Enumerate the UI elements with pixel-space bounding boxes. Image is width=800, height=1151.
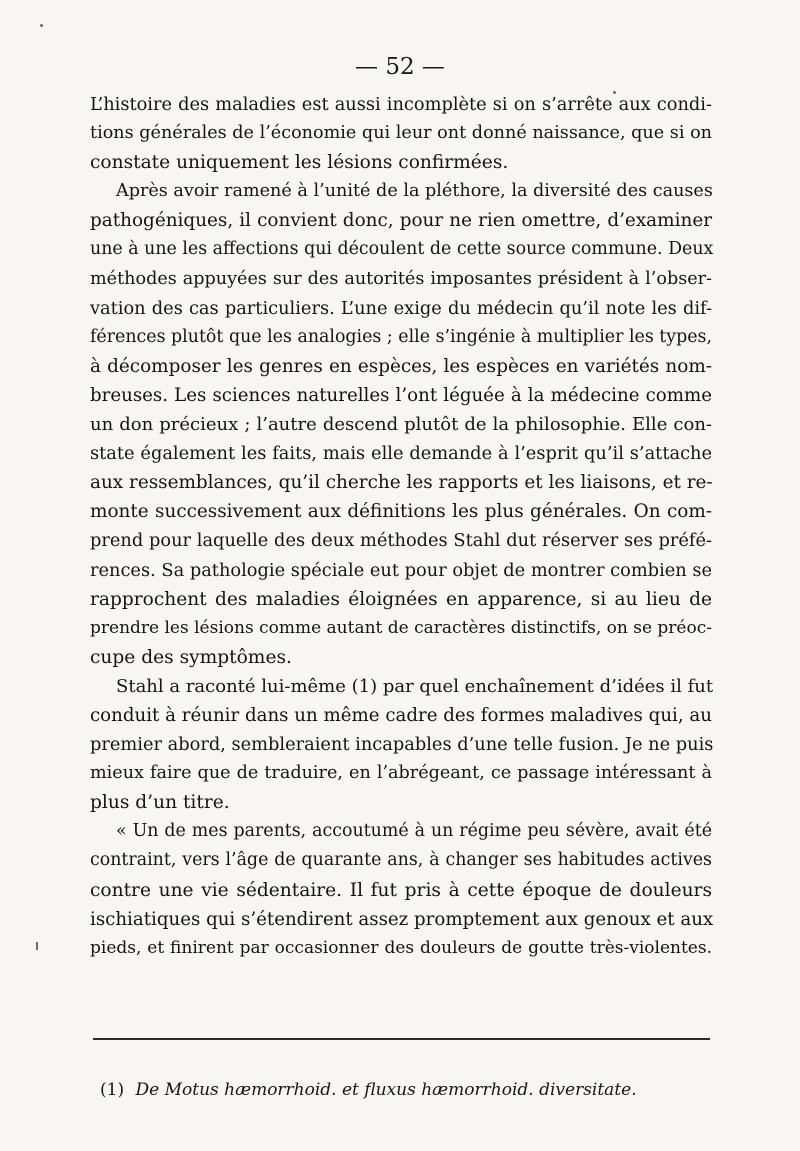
body-text	[90, 90, 712, 963]
text-line: à décomposer les genres en espèces, les espèces en variétés nom-	[90, 355, 712, 377]
footnote-divider	[93, 1038, 710, 1040]
text-line: vation des cas particuliers. L’une exige du médecin qu’il note les dif-	[90, 297, 712, 319]
text-line: rapprochent des maladies éloignées en apparence, si au lieu de	[90, 588, 712, 610]
text-line: tions générales de l’économie qui leur ont donné naissance, que si on	[90, 123, 712, 144]
text-line: une à une les affections qui découlent de cette source commune. Deux	[90, 239, 714, 260]
text-line: rences. Sa pathologie spéciale eut pour objet de montrer combien se	[90, 559, 713, 581]
text-line: contre une vie sédentaire. Il fut pris à cette époque de douleurs	[90, 879, 712, 901]
page-number: — 52 —	[355, 54, 445, 80]
text-line: contraint, vers l’âge de quarante ans, à changer ses habitudes actives	[90, 850, 712, 871]
footnote	[100, 1080, 637, 1100]
text-line: Après avoir ramené à l’unité de la pléthore, la diversité des causes	[116, 181, 713, 202]
paper-speck	[613, 91, 616, 94]
text-line: mieux faire que de traduire, en l’abrégeant, ce passage intéressant à	[90, 763, 712, 784]
text-line: monte successivement aux définitions les plus générales. On com-	[90, 501, 712, 523]
text-line: « Un de mes parents, accoutumé à un régime peu sévère, avait été	[116, 821, 712, 842]
text-line: Stahl a raconté lui-même (1) par quel enchaînement d’idées il fut	[116, 675, 714, 697]
text-line: L’histoire des maladies est aussi incomplète si on s’arrête aux condi-	[90, 94, 712, 115]
text-line: pathogéniques, il convient donc, pour ne rien omettre, d’examiner	[90, 210, 712, 232]
footnote-mark: (1)	[100, 1080, 125, 1100]
text-line: méthodes appuyées sur des autorités imposantes président à l’obser-	[90, 268, 712, 289]
text-line: pieds, et finirent par occasionner des douleurs de goutte très-violentes.	[90, 937, 712, 958]
text-line: férences plutôt que les analogies ; elle s’ingénie à multiplier les types,	[90, 326, 712, 347]
text-line: prend pour laquelle des deux méthodes Stahl dut réserver ses préfé-	[90, 530, 712, 552]
text-line: state également les faits, mais elle demande à l’esprit qu’il s’attache	[90, 443, 712, 465]
text-line: ischiatiques qui s’étendirent assez promptement aux genoux et aux	[90, 908, 714, 930]
text-line: cupe des symptômes.	[90, 646, 292, 668]
text-line: breuses. Les sciences naturelles l’ont léguée à la médecine comme	[90, 384, 712, 406]
text-line: prendre les lésions comme autant de caractères distinctifs, on se préoc-	[90, 617, 712, 638]
text-line: premier abord, sembleraient incapables d’une telle fusion. Je ne puis	[90, 734, 714, 756]
text-line: conduit à réunir dans un même cadre des formes maladives qui, au	[90, 704, 712, 726]
paper-speck	[40, 24, 43, 27]
text-line: plus d’un titre.	[90, 792, 230, 814]
text-line: aux ressemblances, qu’il cherche les rapports et les liaisons, et re-	[90, 472, 713, 494]
text-line: constate uniquement les lésions confirmées.	[90, 152, 509, 174]
paper-speck	[36, 942, 38, 950]
text-line: un don précieux ; l’autre descend plutôt de la philosophie. Elle con-	[90, 414, 712, 436]
footnote-citation: De Motus hæmorrhoid. et fluxus hæmorrhoid. diversitate.	[135, 1080, 637, 1100]
